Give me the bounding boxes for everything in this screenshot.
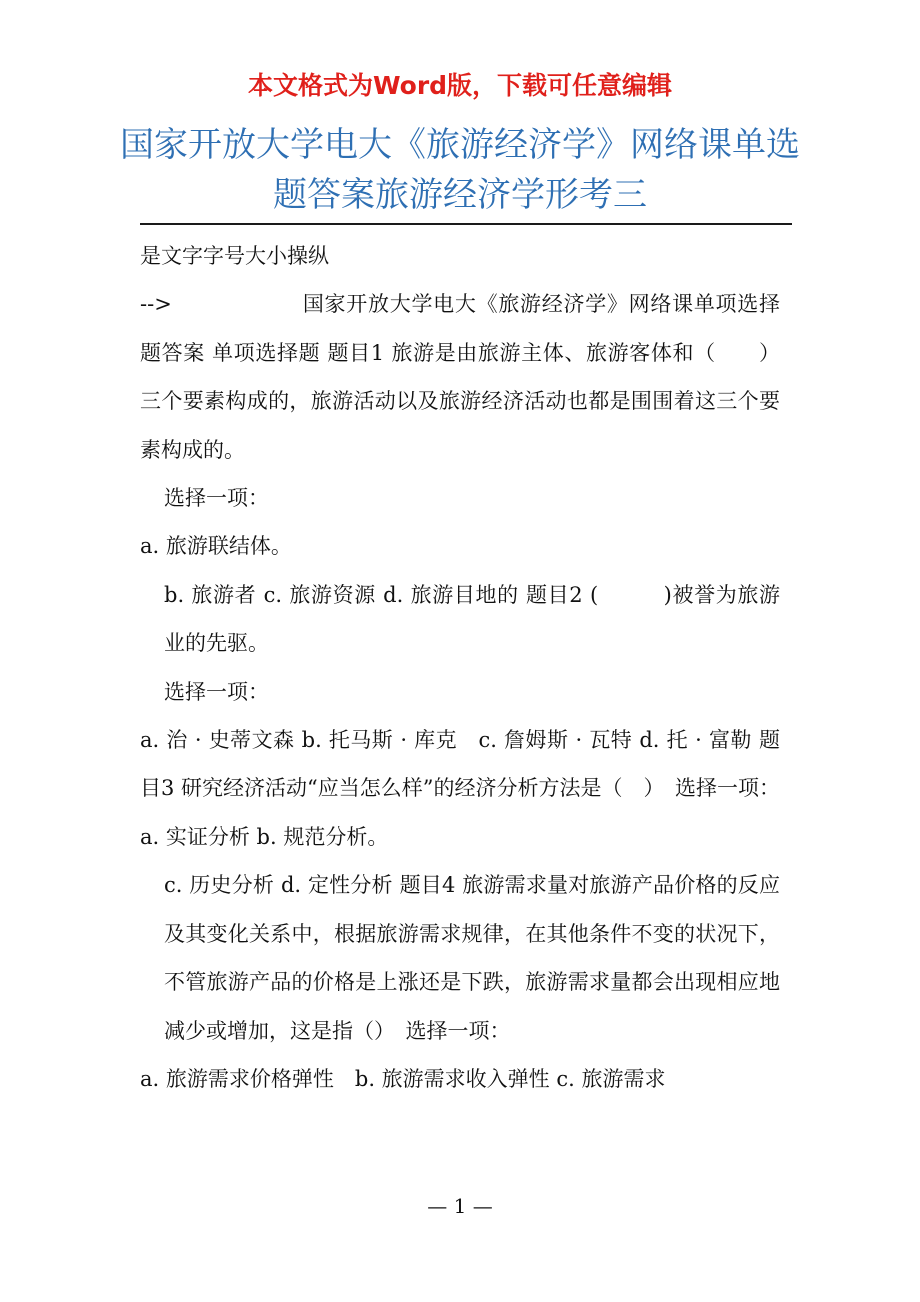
edit-notice-banner: 本文格式为Word版，下载可任意编辑: [247, 71, 673, 100]
paragraph: a. 旅游需求价格弹性 b. 旅游需求收入弹性 c. 旅游需求: [140, 1066, 666, 1091]
paragraph: 是文字字号大小操纵: [140, 244, 329, 268]
title-divider: [140, 223, 792, 225]
paragraph: b. 旅游者 c. 旅游资源 d. 旅游目地的 题目2 ( )被誉为旅游业的先驱。: [164, 582, 780, 656]
document-body: [140, 232, 780, 1103]
paragraph: a. 治 · 史蒂文森 b. 托马斯 · 库克 c. 詹姆斯 · 瓦特 d. 托 · 富勒 题目3 研究经济活动“应当怎么样”的经济分析方法是（ ） 选择一项：: [140, 728, 781, 801]
paragraph: a. 实证分析 b. 规范分析。: [140, 824, 389, 849]
paragraph: 选择一项：: [164, 679, 269, 704]
document-title: 国家开放大学电大《旅游经济学》网络课单选题答案旅游经济学形考三: [120, 125, 800, 215]
paragraph: 选择一项：: [164, 486, 269, 511]
page-number: — 1 —: [427, 1194, 493, 1218]
paragraph: a. 旅游联结体。: [140, 534, 292, 559]
paragraph: c. 历史分析 d. 定性分析 题目4 旅游需求量对旅游产品价格的反应及其变化关系中，根据旅游需求规律，在其他条件不变的状况下，不管旅游产品的价格是上涨还是下跌，旅游需求量都会出现相应地减少或增加，这是指（） 选择一项：: [164, 873, 780, 1043]
paragraph: --> 国家开放大学电大《旅游经济学》网络课单项选择题答案 单项选择题 题目1 旅游是由旅游主体、旅游客体和（ ）三个要素构成的，旅游活动以及旅游经济活动也都是围围着这三个要素构成的。: [140, 292, 780, 462]
